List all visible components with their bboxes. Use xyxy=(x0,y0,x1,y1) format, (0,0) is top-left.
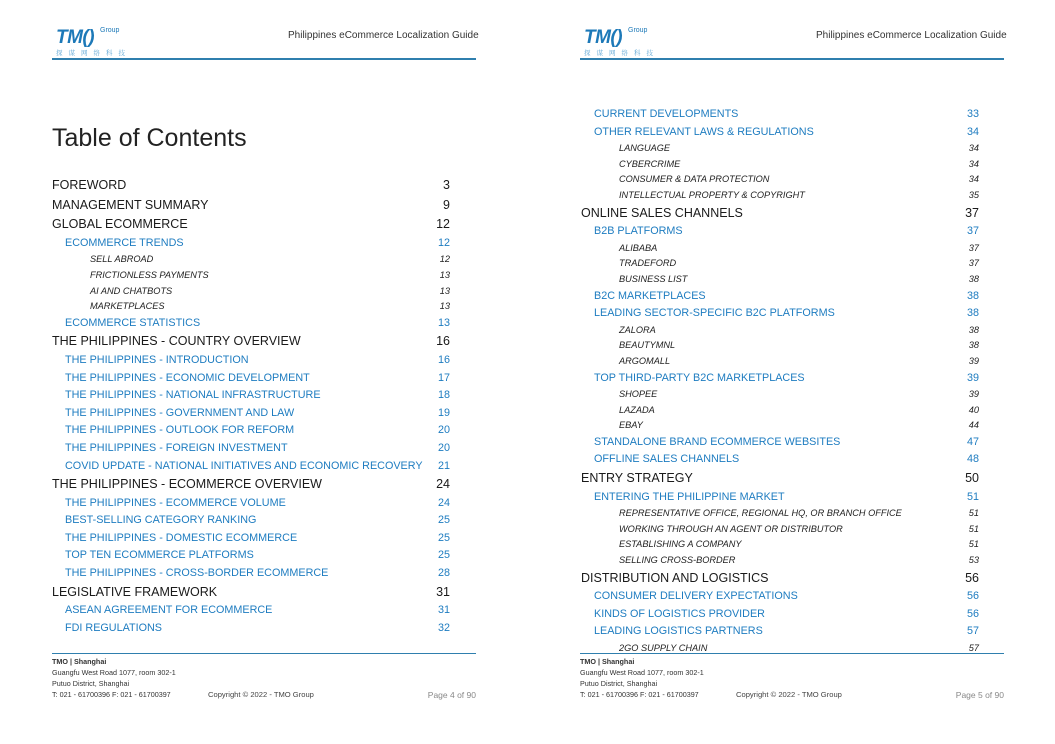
toc-entry-title: THE PHILIPPINES - FOREIGN INVESTMENT xyxy=(65,441,288,454)
toc-entry-page: 56 xyxy=(966,590,979,603)
toc-entry-title: BEAUTYMNL xyxy=(619,340,676,351)
toc-entry-page: 39 xyxy=(968,389,979,400)
toc-entry-page: 34 xyxy=(968,174,979,185)
toc-entry-level-2[interactable] xyxy=(52,422,450,440)
toc-entry-level-1 xyxy=(52,475,450,495)
toc-entry-level-2[interactable] xyxy=(52,352,450,370)
toc-entry-page: 48 xyxy=(966,453,979,466)
toc-entry-level-2[interactable] xyxy=(581,489,979,507)
toc-entry-level-2[interactable] xyxy=(52,602,450,620)
toc-entry-page: 25 xyxy=(437,531,450,544)
toc-entry-title: LEADING SECTOR-SPECIFIC B2C PLATFORMS xyxy=(594,307,835,320)
toc-entry-page: 20 xyxy=(437,424,450,437)
toc-entry-level-2[interactable] xyxy=(581,124,979,142)
toc-entry-title: AI AND CHATBOTS xyxy=(90,285,173,296)
toc-entry-title: TOP THIRD-PARTY B2C MARKETPLACES xyxy=(594,371,805,384)
toc-entry-level-3 xyxy=(581,641,979,657)
toc-entry-title: DISTRIBUTION AND LOGISTICS xyxy=(581,570,769,585)
footer-address: TMO | Shanghai Guangfu West Road 1077, room 302-1 Putuo District, Shanghai T: 021 - 61700396 F: 021 - 61700397 xyxy=(52,657,176,699)
toc-entry-level-1 xyxy=(581,204,979,224)
toc-entry-title: ENTERING THE PHILIPPINE MARKET xyxy=(594,490,785,503)
toc-entry-level-3 xyxy=(581,418,979,434)
toc-entry-title: STANDALONE BRAND ECOMMERCE WEBSITES xyxy=(594,435,841,448)
toc-entry-level-3 xyxy=(581,157,979,173)
toc-entry-page: 18 xyxy=(437,389,450,402)
page-number: Page 4 of 90 xyxy=(427,690,476,700)
toc-entry-title: GLOBAL ECOMMERCE xyxy=(52,217,188,232)
toc-entry-title: THE PHILIPPINES - DOMESTIC ECOMMERCE xyxy=(65,531,298,544)
toc-heading: Table of Contents xyxy=(52,124,247,152)
toc-entry-title: B2B PLATFORMS xyxy=(594,225,683,238)
toc-entry-page: 13 xyxy=(439,285,450,296)
toc-entry-level-2[interactable] xyxy=(52,370,450,388)
toc-entry-level-3 xyxy=(581,537,979,553)
toc-entry-level-3 xyxy=(581,506,979,522)
toc-entry-page: 38 xyxy=(968,273,979,284)
toc-entry-level-3 xyxy=(581,188,979,204)
toc-entry-title: ENTRY STRATEGY xyxy=(581,471,693,486)
toc-entry-page: 50 xyxy=(965,471,979,486)
toc-entry-page: 31 xyxy=(437,604,450,617)
toc-entry-level-3 xyxy=(581,141,979,157)
toc-entry-page: 51 xyxy=(966,490,979,503)
toc-entry-title: ECOMMERCE STATISTICS xyxy=(65,316,201,329)
toc-entry-title: COVID UPDATE - NATIONAL INITIATIVES AND ECONOMIC RECOVERY xyxy=(65,459,423,472)
toc-entry-level-2[interactable] xyxy=(581,288,979,306)
toc-entry-title: CONSUMER DELIVERY EXPECTATIONS xyxy=(594,590,798,603)
toc-list-left xyxy=(52,176,450,637)
toc-entry-level-2[interactable] xyxy=(581,434,979,452)
toc-entry-title: TRADEFORD xyxy=(619,258,677,269)
toc-entry-level-1 xyxy=(52,215,450,235)
toc-entry-level-3 xyxy=(581,256,979,272)
toc-entry-page: 39 xyxy=(968,355,979,366)
toc-entry-title: THE PHILIPPINES - GOVERNMENT AND LAW xyxy=(65,406,295,419)
toc-entry-title: FRICTIONLESS PAYMENTS xyxy=(90,269,209,280)
toc-entry-title: CONSUMER & DATA PROTECTION xyxy=(619,174,770,185)
toc-entry-level-3 xyxy=(581,403,979,419)
toc-entry-title: MARKETPLACES xyxy=(90,301,165,312)
toc-entry-level-2[interactable] xyxy=(52,547,450,565)
toc-entry-title: FOREWORD xyxy=(52,178,127,192)
toc-entry-page: 37 xyxy=(966,225,979,238)
toc-entry-level-2[interactable] xyxy=(52,495,450,513)
header-title: Philippines eCommerce Localization Guide xyxy=(288,30,479,41)
tmo-logo: TM() Group 探谋网络科技 xyxy=(584,27,659,57)
toc-entry-title: THE PHILIPPINES - CROSS-BORDER ECOMMERCE xyxy=(65,567,329,580)
footer-rule xyxy=(580,653,1004,654)
toc-entry-level-3 xyxy=(581,272,979,288)
toc-entry-level-3 xyxy=(581,241,979,257)
toc-entry-level-2[interactable] xyxy=(581,451,979,469)
toc-entry-page: 57 xyxy=(968,643,979,653)
toc-entry-level-3 xyxy=(581,387,979,403)
toc-entry-level-1 xyxy=(52,332,450,352)
toc-entry-page: 31 xyxy=(436,584,450,599)
toc-entry-page: 24 xyxy=(436,477,450,492)
toc-entry-title: ALIBABA xyxy=(619,242,658,253)
toc-entry-level-2[interactable] xyxy=(52,620,450,638)
toc-entry-page: 16 xyxy=(437,353,450,366)
toc-entry-title: EBAY xyxy=(619,420,643,431)
toc-entry-page: 12 xyxy=(439,254,450,265)
toc-entry-page: 13 xyxy=(437,316,450,329)
toc-entry-level-3 xyxy=(581,354,979,370)
toc-entry-level-1 xyxy=(581,569,979,589)
toc-entry-title: 2GO SUPPLY CHAIN xyxy=(619,643,708,653)
toc-entry-title: ARGOMALL xyxy=(619,355,671,366)
toc-entry-page: 34 xyxy=(966,125,979,138)
toc-entry-level-1 xyxy=(52,176,450,196)
toc-entry-level-3 xyxy=(581,522,979,538)
right-page xyxy=(528,0,1055,744)
toc-entry-title: OFFLINE SALES CHANNELS xyxy=(594,453,740,466)
toc-entry-title: ONLINE SALES CHANNELS xyxy=(581,205,743,220)
toc-entry-title: SELL ABROAD xyxy=(90,254,154,265)
toc-entry-page: 39 xyxy=(966,371,979,384)
header-title: Philippines eCommerce Localization Guide xyxy=(816,30,1007,41)
toc-entry-title: LEADING LOGISTICS PARTNERS xyxy=(594,625,763,638)
toc-entry-page: 25 xyxy=(437,514,450,527)
toc-entry-level-2[interactable] xyxy=(581,305,979,323)
toc-entry-page: 56 xyxy=(965,570,979,585)
toc-entry-title: THE PHILIPPINES - NATIONAL INFRASTRUCTURE xyxy=(65,389,321,402)
toc-entry-level-2[interactable] xyxy=(52,235,450,253)
toc-entry-level-3 xyxy=(581,338,979,354)
toc-entry-level-2[interactable] xyxy=(581,623,979,641)
toc-entry-title: INTELLECTUAL PROPERTY & COPYRIGHT xyxy=(619,189,805,200)
toc-entry-page: 13 xyxy=(439,269,450,280)
toc-entry-page: 12 xyxy=(437,236,450,249)
tmo-logo: TM() Group 探谋网络科技 xyxy=(56,27,131,57)
toc-entry-level-3 xyxy=(581,323,979,339)
toc-entry-title: ZALORA xyxy=(619,324,656,335)
toc-entry-page: 38 xyxy=(966,307,979,320)
toc-entry-title: TOP TEN ECOMMERCE PLATFORMS xyxy=(65,549,254,562)
toc-entry-title: SHOPEE xyxy=(619,389,658,400)
toc-entry-level-3 xyxy=(52,299,450,315)
toc-entry-level-2[interactable] xyxy=(52,405,450,423)
toc-entry-title: ESTABLISHING A COMPANY xyxy=(619,539,742,550)
toc-entry-level-2[interactable] xyxy=(581,370,979,388)
footer-copyright: Copyright © 2022 - TMO Group xyxy=(736,690,842,699)
toc-entry-page: 34 xyxy=(968,143,979,154)
toc-entry-level-2[interactable] xyxy=(52,315,450,333)
toc-entry-level-3 xyxy=(581,553,979,569)
toc-entry-page: 3 xyxy=(443,178,450,192)
toc-entry-title: OTHER RELEVANT LAWS & REGULATIONS xyxy=(594,125,814,138)
toc-entry-title: ECOMMERCE TRENDS xyxy=(65,236,184,249)
toc-entry-title: KINDS OF LOGISTICS PROVIDER xyxy=(594,607,765,620)
toc-entry-level-2[interactable] xyxy=(52,458,450,476)
toc-entry-title: LANGUAGE xyxy=(619,143,671,154)
toc-entry-page: 25 xyxy=(437,549,450,562)
toc-entry-level-1 xyxy=(581,469,979,489)
toc-entry-level-2[interactable] xyxy=(52,387,450,405)
toc-entry-title: THE PHILIPPINES - ECOMMERCE VOLUME xyxy=(65,496,286,509)
toc-entry-level-3 xyxy=(52,284,450,300)
toc-entry-page: 40 xyxy=(968,404,979,415)
toc-entry-level-3 xyxy=(581,172,979,188)
toc-entry-title: THE PHILIPPINES - ECOMMERCE OVERVIEW xyxy=(52,477,322,492)
toc-entry-page: 13 xyxy=(439,301,450,312)
toc-entry-page: 38 xyxy=(966,289,979,302)
toc-entry-title: B2C MARKETPLACES xyxy=(594,289,706,302)
toc-entry-level-3 xyxy=(52,252,450,268)
toc-entry-level-2[interactable] xyxy=(581,588,979,606)
toc-list-right xyxy=(581,106,979,657)
toc-entry-page: 47 xyxy=(966,435,979,448)
toc-entry-title: ASEAN AGREEMENT FOR ECOMMERCE xyxy=(65,604,273,617)
toc-entry-page: 35 xyxy=(968,189,979,200)
toc-entry-title: LEGISLATIVE FRAMEWORK xyxy=(52,584,218,599)
toc-entry-page: 34 xyxy=(968,158,979,169)
toc-entry-level-1 xyxy=(52,196,450,216)
toc-entry-page: 56 xyxy=(966,607,979,620)
toc-entry-level-2[interactable] xyxy=(52,512,450,530)
toc-entry-level-2[interactable] xyxy=(581,606,979,624)
toc-entry-page: 12 xyxy=(436,217,450,232)
toc-entry-title: FDI REGULATIONS xyxy=(65,621,162,634)
toc-entry-title: THE PHILIPPINES - ECONOMIC DEVELOPMENT xyxy=(65,371,310,384)
toc-entry-page: 9 xyxy=(443,197,450,212)
toc-entry-page: 37 xyxy=(968,258,979,269)
toc-entry-page: 51 xyxy=(968,523,979,534)
toc-entry-title: BUSINESS LIST xyxy=(619,273,688,284)
toc-entry-page: 17 xyxy=(437,371,450,384)
toc-entry-title: THE PHILIPPINES - OUTLOOK FOR REFORM xyxy=(65,424,295,437)
toc-entry-page: 44 xyxy=(968,420,979,431)
toc-entry-level-2[interactable] xyxy=(52,565,450,583)
footer-copyright: Copyright © 2022 - TMO Group xyxy=(208,690,314,699)
toc-entry-page: 38 xyxy=(968,340,979,351)
toc-entry-title: CURRENT DEVELOPMENTS xyxy=(594,108,739,120)
page-number: Page 5 of 90 xyxy=(955,690,1004,700)
toc-entry-level-1 xyxy=(52,583,450,603)
toc-entry-page: 21 xyxy=(437,459,450,472)
toc-entry-page: 28 xyxy=(437,567,450,580)
toc-entry-title: MANAGEMENT SUMMARY xyxy=(52,197,209,212)
toc-entry-page: 32 xyxy=(437,621,450,634)
toc-entry-title: SELLING CROSS-BORDER xyxy=(619,555,736,566)
toc-entry-page: 38 xyxy=(968,324,979,335)
toc-entry-page: 37 xyxy=(968,242,979,253)
toc-entry-page: 51 xyxy=(968,539,979,550)
toc-entry-title: LAZADA xyxy=(619,404,655,415)
toc-entry-page: 37 xyxy=(965,205,979,220)
footer-rule xyxy=(52,653,476,654)
toc-entry-page: 24 xyxy=(437,496,450,509)
toc-entry-level-2[interactable] xyxy=(581,106,979,124)
toc-entry-page: 53 xyxy=(968,555,979,566)
toc-entry-page: 33 xyxy=(966,108,979,120)
toc-entry-title: BEST-SELLING CATEGORY RANKING xyxy=(65,514,257,527)
header-rule xyxy=(580,58,1004,60)
toc-entry-level-2[interactable] xyxy=(581,223,979,241)
header-rule xyxy=(52,58,476,60)
toc-entry-page: 19 xyxy=(437,406,450,419)
toc-entry-level-2[interactable] xyxy=(52,530,450,548)
toc-entry-title: THE PHILIPPINES - INTRODUCTION xyxy=(65,353,249,366)
toc-entry-title: REPRESENTATIVE OFFICE, REGIONAL HQ, OR BRANCH OFFICE xyxy=(619,508,902,519)
toc-entry-level-2[interactable] xyxy=(52,440,450,458)
toc-entry-title: CYBERCRIME xyxy=(619,158,681,169)
toc-entry-title: WORKING THROUGH AN AGENT OR DISTRIBUTOR xyxy=(619,523,843,534)
toc-entry-page: 20 xyxy=(437,441,450,454)
toc-entry-level-3 xyxy=(52,268,450,284)
toc-entry-page: 51 xyxy=(968,508,979,519)
footer-address: TMO | Shanghai Guangfu West Road 1077, room 302-1 Putuo District, Shanghai T: 021 - 61700396 F: 021 - 61700397 xyxy=(580,657,704,699)
toc-entry-page: 16 xyxy=(436,334,450,349)
toc-entry-title: THE PHILIPPINES - COUNTRY OVERVIEW xyxy=(52,334,301,349)
toc-entry-page: 57 xyxy=(966,625,979,638)
